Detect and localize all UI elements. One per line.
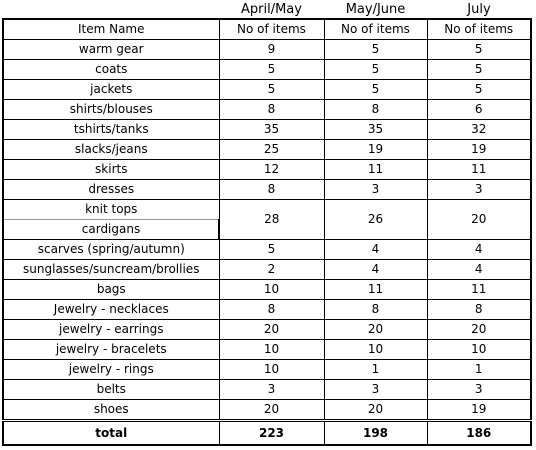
item-name-cell[interactable]: belts: [3, 380, 219, 400]
header-april-may[interactable]: April/May: [219, 2, 324, 19]
item-name-cell[interactable]: shirts/blouses: [3, 100, 219, 120]
count-cell[interactable]: 4: [324, 240, 427, 260]
count-cell-merged[interactable]: 26: [324, 200, 427, 240]
count-cell[interactable]: 10: [324, 340, 427, 360]
table-row: [3, 180, 531, 200]
column-header-row: [3, 19, 531, 40]
table-row: [3, 320, 531, 340]
header-july[interactable]: July: [427, 2, 531, 19]
table-row: [3, 260, 531, 280]
item-name-cell[interactable]: dresses: [3, 180, 219, 200]
item-name-cell[interactable]: jackets: [3, 80, 219, 100]
header-may-june[interactable]: May/June: [324, 2, 427, 19]
count-cell[interactable]: 11: [324, 160, 427, 180]
table-row: [3, 100, 531, 120]
item-name-cell[interactable]: coats: [3, 60, 219, 80]
count-cell[interactable]: 5: [219, 80, 324, 100]
count-cell[interactable]: 20: [219, 320, 324, 340]
item-name-cell[interactable]: warm gear: [3, 40, 219, 60]
table-row: [3, 240, 531, 260]
count-cell[interactable]: 20: [219, 400, 324, 421]
table-row: [3, 120, 531, 140]
total-may-june[interactable]: 198: [324, 421, 427, 446]
count-header-april-may[interactable]: No of items: [219, 19, 324, 40]
count-cell[interactable]: 5: [324, 80, 427, 100]
count-cell[interactable]: 6: [427, 100, 531, 120]
count-cell[interactable]: 1: [324, 360, 427, 380]
table-row: [3, 80, 531, 100]
item-name-cell[interactable]: bags: [3, 280, 219, 300]
item-name-cell[interactable]: slacks/jeans: [3, 140, 219, 160]
count-cell[interactable]: 3: [324, 180, 427, 200]
count-cell[interactable]: 32: [427, 120, 531, 140]
count-cell[interactable]: 12: [219, 160, 324, 180]
count-cell[interactable]: 4: [427, 240, 531, 260]
count-cell[interactable]: 9: [219, 40, 324, 60]
item-name-cell[interactable]: jewelry - bracelets: [3, 340, 219, 360]
count-cell[interactable]: 8: [219, 100, 324, 120]
table-row: [3, 60, 531, 80]
count-cell[interactable]: 8: [324, 100, 427, 120]
count-cell[interactable]: 3: [324, 380, 427, 400]
count-cell[interactable]: 10: [427, 340, 531, 360]
total-row: [3, 421, 531, 446]
count-cell-merged[interactable]: 28: [219, 200, 324, 240]
count-cell[interactable]: 10: [219, 360, 324, 380]
item-name-cell[interactable]: sunglasses/suncream/brollies: [3, 260, 219, 280]
count-cell[interactable]: 5: [427, 60, 531, 80]
count-header-may-june[interactable]: No of items: [324, 19, 427, 40]
count-cell-merged[interactable]: 20: [427, 200, 531, 240]
count-cell[interactable]: 3: [427, 180, 531, 200]
item-name-cell[interactable]: shoes: [3, 400, 219, 421]
count-cell[interactable]: 8: [219, 180, 324, 200]
item-name-cell[interactable]: scarves (spring/autumn): [3, 240, 219, 260]
item-name-cell[interactable]: skirts: [3, 160, 219, 180]
table-row: [3, 360, 531, 380]
count-header-july[interactable]: No of items: [427, 19, 531, 40]
count-cell[interactable]: 10: [219, 280, 324, 300]
count-cell[interactable]: 25: [219, 140, 324, 160]
item-name-cell[interactable]: jewelry - rings: [3, 360, 219, 380]
count-cell[interactable]: 11: [324, 280, 427, 300]
count-cell[interactable]: 20: [324, 320, 427, 340]
count-cell[interactable]: 3: [427, 380, 531, 400]
table-row: [3, 380, 531, 400]
count-cell[interactable]: 19: [324, 140, 427, 160]
count-cell[interactable]: 20: [427, 320, 531, 340]
count-cell[interactable]: 5: [427, 40, 531, 60]
table-row: [3, 300, 531, 320]
count-cell[interactable]: 5: [324, 40, 427, 60]
count-cell[interactable]: 20: [324, 400, 427, 421]
count-cell[interactable]: 10: [219, 340, 324, 360]
total-april-may[interactable]: 223: [219, 421, 324, 446]
item-name-header[interactable]: Item Name: [3, 19, 219, 40]
count-cell[interactable]: 35: [324, 120, 427, 140]
count-cell[interactable]: 35: [219, 120, 324, 140]
count-cell[interactable]: 5: [427, 80, 531, 100]
table-row: [3, 140, 531, 160]
table-row: [3, 40, 531, 60]
count-cell[interactable]: 8: [324, 300, 427, 320]
item-name-cell[interactable]: knit tops: [3, 200, 219, 220]
table-row: [3, 400, 531, 421]
count-cell[interactable]: 19: [427, 400, 531, 421]
table-row: [3, 340, 531, 360]
header-blank-cell: [3, 2, 219, 19]
count-cell[interactable]: 8: [219, 300, 324, 320]
total-label[interactable]: total: [3, 421, 219, 446]
count-cell[interactable]: 3: [219, 380, 324, 400]
item-name-cell[interactable]: jewelry - earrings: [3, 320, 219, 340]
count-cell[interactable]: 5: [219, 240, 324, 260]
count-cell[interactable]: 4: [324, 260, 427, 280]
item-name-cell[interactable]: tshirts/tanks: [3, 120, 219, 140]
count-cell[interactable]: 11: [427, 280, 531, 300]
inventory-table: [2, 2, 532, 446]
count-cell[interactable]: 5: [324, 60, 427, 80]
count-cell[interactable]: 2: [219, 260, 324, 280]
table-row: [3, 160, 531, 180]
item-name-cell[interactable]: Jewelry - necklaces: [3, 300, 219, 320]
count-cell[interactable]: 4: [427, 260, 531, 280]
count-cell[interactable]: 11: [427, 160, 531, 180]
count-cell[interactable]: 5: [219, 60, 324, 80]
table-row: [3, 280, 531, 300]
total-july[interactable]: 186: [427, 421, 531, 446]
count-cell[interactable]: 1: [427, 360, 531, 380]
count-cell[interactable]: 19: [427, 140, 531, 160]
period-header-row: [3, 2, 531, 19]
table-row: [3, 200, 531, 220]
item-name-cell[interactable]: cardigans: [3, 220, 219, 240]
count-cell[interactable]: 8: [427, 300, 531, 320]
